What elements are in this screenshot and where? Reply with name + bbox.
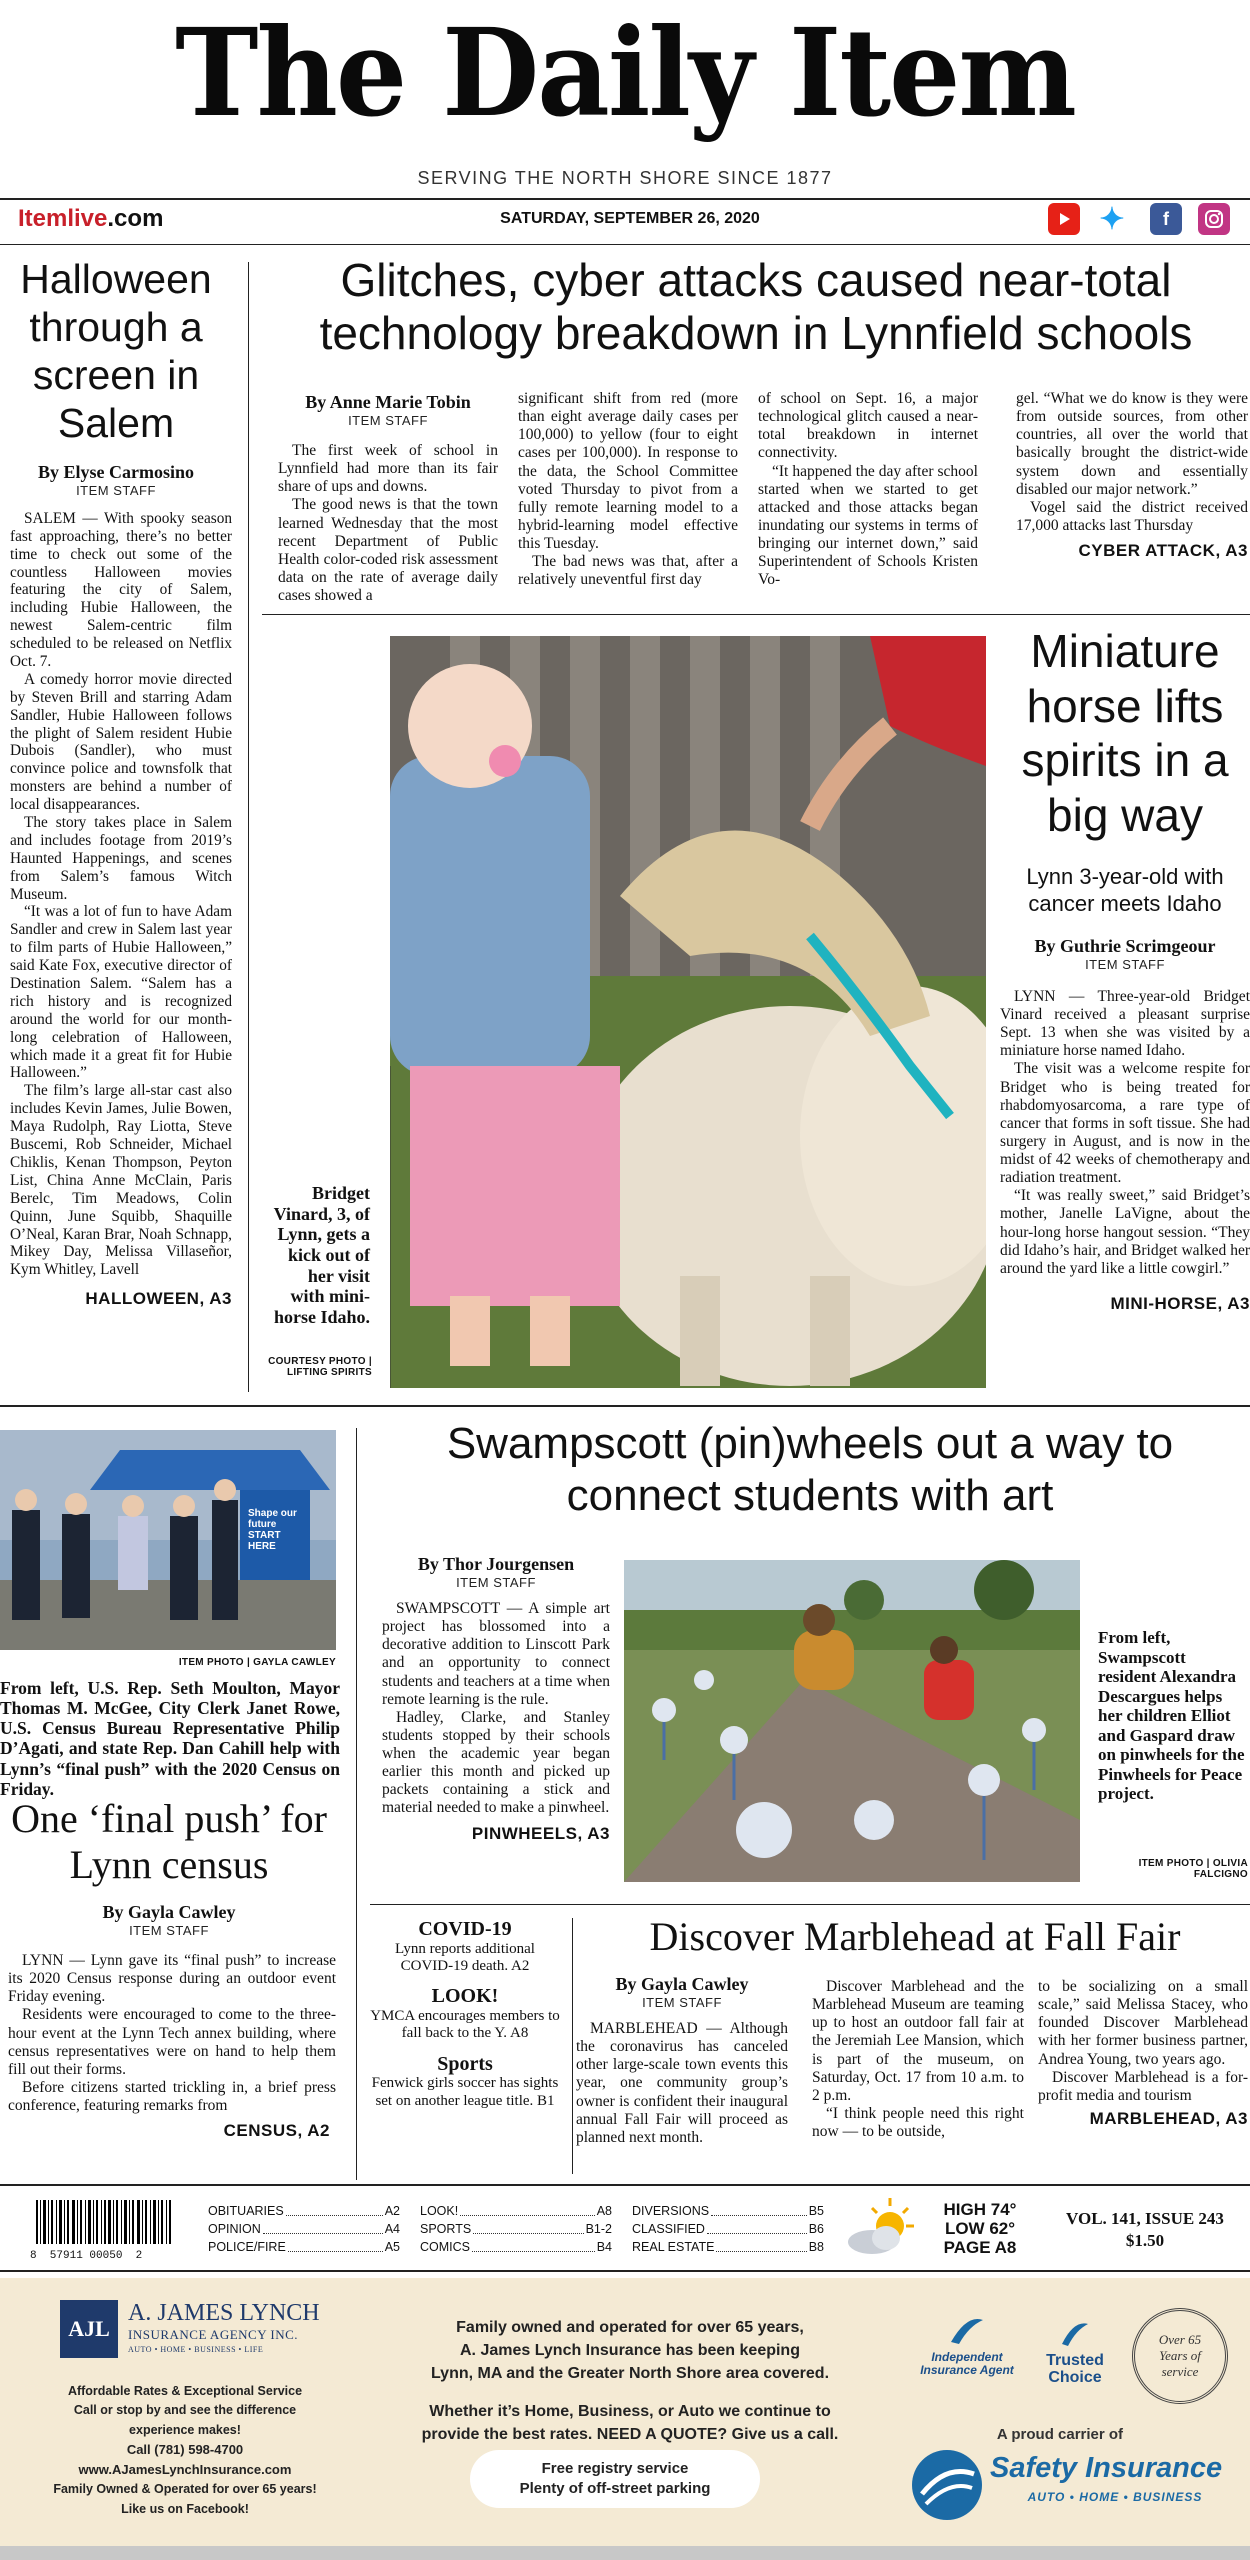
index-entry[interactable] — [420, 2220, 612, 2238]
price: $1.50 — [1125, 2231, 1165, 2251]
marblehead-jump[interactable]: MARBLEHEAD, A3 — [1089, 2108, 1248, 2128]
ad-website[interactable]: www.AJamesLynchInsurance.com — [78, 2462, 292, 2478]
site-link[interactable] — [18, 205, 163, 233]
index-rule-top — [0, 2184, 1250, 2186]
column-rule — [356, 1428, 357, 2180]
ad-left-text — [20, 2382, 350, 2519]
site-link-domain: .com — [107, 205, 164, 232]
marblehead-headline[interactable]: Discover Marblehead at Fall Fair — [649, 1914, 1181, 1959]
index-col-2 — [420, 2202, 612, 2256]
weather-icon — [842, 2194, 922, 2258]
pinwheels-body — [382, 1600, 610, 1818]
halloween-jump[interactable]: HALLOWEEN, A3 — [85, 1289, 232, 1309]
brief-text: Lynn reports additional COVID-19 death. A2 — [395, 1940, 535, 1975]
weather-low: LOW 62° — [944, 2219, 1016, 2239]
marblehead-body-2 — [812, 1978, 1024, 2141]
independent-agent-badge — [912, 2312, 1022, 2378]
horse-staff: ITEM STAFF — [1085, 956, 1165, 972]
index-entry[interactable] — [420, 2238, 612, 2256]
brief-text: YMCA encourages members to fall back to the Y. A8 — [370, 2008, 560, 2042]
pinwheels-photo[interactable] — [624, 1560, 1080, 1882]
index-section: DIVERSIONS — [632, 2204, 710, 2218]
paragraph: The story takes place in Salem and includes footage from 2019’s Haunted Happenings, and scenes from Salem’s famous Witch Museum. — [10, 814, 232, 903]
paragraph: The first week of school in Lynnfield had more than its fair share of ups and downs. — [278, 442, 498, 496]
index-col-3 — [632, 2202, 824, 2256]
paragraph: Discover Marblehead and the Marblehead Museum are teaming up to host an outdoor fall fair at the Jeremiah Lee Mansion, which is part of the museum, on Saturday, Oct. 17 from 10 a.m. to 2 p.m. — [812, 1978, 1024, 2104]
index-page: A8 — [596, 2204, 612, 2218]
index-section: LOOK! — [420, 2204, 459, 2218]
ad-facebook[interactable]: Like us on Facebook! — [121, 2501, 249, 2516]
badge-text: Trusted Choice — [1046, 2351, 1104, 2386]
lynnfield-body-1 — [278, 442, 498, 605]
pinwheels-jump[interactable]: PINWHEELS, A3 — [471, 1823, 610, 1843]
halloween-byline: By Elyse Carmosino — [37, 461, 194, 482]
column-rule — [248, 262, 249, 1392]
brief-text: Fenwick girls soccer has sights set on another league title. B1 — [371, 2075, 559, 2109]
index-entry[interactable] — [420, 2202, 612, 2220]
paragraph: “I think people need this right now — to be outside, — [812, 2104, 1024, 2140]
topbar-rule — [0, 244, 1250, 245]
weather-high: HIGH 74° — [943, 2200, 1017, 2219]
marblehead-col1 — [576, 1974, 788, 2147]
site-link-brand: Itemlive — [18, 205, 108, 232]
lynnfield-jump[interactable]: CYBER ATTACK, A3 — [1078, 541, 1248, 560]
lynnfield-body-2 — [518, 390, 738, 589]
halloween-body — [0, 510, 232, 1279]
section-rule — [0, 1405, 1250, 1407]
lynnfield-col1 — [278, 392, 498, 605]
ad-line: A. James Lynch Insurance has been keeping — [460, 2342, 800, 2360]
horse-photo-caption: Bridget Vinard, 3, of Lynn, gets a kick out of her visit with mini-horse Idaho. — [273, 1183, 370, 1328]
trusted-choice-badge — [1030, 2318, 1120, 2386]
ad-center-text — [360, 2316, 900, 2446]
paragraph: The good news is that the town learned Wednesday that the most recent Department of Public Health color-coded risk assessment data on the rate of average daily cases showed a — [278, 496, 498, 604]
lynnfield-story — [262, 254, 1250, 361]
briefs-box — [370, 1918, 560, 2110]
index-entry[interactable] — [208, 2238, 400, 2256]
ad-line: experience makes! — [129, 2422, 241, 2437]
safety-logo-icon — [912, 2450, 982, 2520]
badge-text: Independent Insurance Agent — [920, 2350, 1014, 2378]
pinwheels-photo-credit: ITEM PHOTO | OLIVIA FALCIGNO — [1138, 1858, 1248, 1880]
index-section: REAL ESTATE — [632, 2240, 715, 2255]
index-page: A4 — [384, 2222, 400, 2237]
pinwheels-headline-wrap — [370, 1418, 1250, 1522]
horse-byline: By Guthrie Scrimgeour — [1034, 935, 1216, 956]
paragraph: “It happened the day after school started when we started to get attacked and those attacks began inundating our systems in terms of bringing our internet down,” said Superintendent of Schools Kristen Vo- — [758, 462, 978, 589]
index-section: CLASSIFIED — [632, 2222, 705, 2237]
census-story — [0, 1796, 338, 2141]
paragraph: “It was really sweet,” said Bridget’s mother, Janelle LaVigne, about the hour-long horse hangout session. “They did Idaho’s hair, and Bridget walked her around the yard like a little cowgirl.” — [1000, 1187, 1250, 1277]
index-col-1 — [208, 2202, 400, 2256]
halloween-headline[interactable]: Halloween through a screen in Salem — [20, 256, 212, 446]
company-lines: AUTO • HOME • BUSINESS • LIFE — [128, 2345, 264, 2354]
halloween-story — [0, 256, 232, 1309]
issue-date: SATURDAY, SEPTEMBER 26, 2020 — [500, 210, 760, 227]
ad-line: Call or stop by and see the difference — [73, 2403, 297, 2418]
barcode-number: 8 57911 00050 2 — [30, 2250, 143, 2262]
census-byline: By Gayla Cawley — [102, 1902, 236, 1922]
paragraph: Hadley, Clarke, and Stanley students stopped by their schools when the academic year began earlier this month and picked up packets containing a stick and material needed to make a pinwheel. — [382, 1708, 610, 1817]
index-rule-bottom — [0, 2270, 1250, 2272]
census-jump[interactable]: CENSUS, A2 — [223, 2121, 330, 2141]
ad-line: Affordable Rates & Exceptional Service — [67, 2384, 303, 2398]
paragraph: LYNN — Lynn gave its “final push” to increase its 2020 Census response during an outdoor event Friday evening. — [8, 1952, 336, 2006]
census-photo[interactable] — [0, 1430, 336, 1650]
paragraph: LYNN — Three-year-old Bridget Vinard received a pleasant surprise Sept. 13 when she was visited by a miniature horse named Idaho. — [1000, 987, 1250, 1060]
youtube-icon[interactable] — [1048, 203, 1080, 235]
lynnfield-body-4 — [1016, 390, 1248, 535]
census-headline[interactable]: One ‘final push’ for Lynn census — [11, 1796, 327, 1887]
index-page: A5 — [384, 2240, 400, 2255]
horse-story — [1000, 624, 1250, 1314]
section-rule — [370, 1904, 1250, 1905]
ad-line: Lynn, MA and the Greater North Shore area covered. — [430, 2365, 830, 2383]
paragraph: of school on Sept. 16, a major technological glitch caused a near-total breakdown in internet connectivity. — [758, 390, 978, 462]
pinwheels-staff: ITEM STAFF — [456, 1575, 536, 1590]
horse-photo-credit: COURTESY PHOTO | LIFTING SPIRITS — [268, 1356, 372, 1378]
ad-line: Family owned and operated for over 65 years, — [456, 2319, 804, 2336]
census-sign: Shape our future START HERE — [248, 1508, 297, 1552]
index-entry[interactable] — [208, 2220, 400, 2238]
ad-phone[interactable]: Call (781) 598-4700 — [126, 2442, 244, 2458]
facebook-icon[interactable]: f — [1150, 203, 1182, 235]
column-rule — [572, 1918, 573, 2174]
ad-line: Free registry service — [541, 2460, 689, 2477]
volume-info — [1060, 2208, 1230, 2252]
paragraph: significant shift from red (more than eight average daily cases per 100,000) to yellow (four to eight cases per 100,000). In response to the data, the School Committee voted Thursday to pivot from a fully remote learning model to a hybrid-learning model effective this Tuesday. — [518, 390, 738, 552]
brief-title[interactable]: Sports — [437, 2052, 493, 2075]
safety-logo-text: Safety Insurance — [990, 2452, 1223, 2484]
masthead-rule — [0, 198, 1250, 200]
horse-body — [1000, 988, 1250, 1278]
paragraph: SALEM — With spooky season fast approaching, there’s no better time to check out some of the countless Halloween movies featuring the city of Salem, including Hubie Halloween, the newest Salem-centric film scheduled to be released on Netflix Oct. 7. — [10, 509, 232, 670]
brief-title[interactable]: COVID-19 — [418, 1918, 512, 1940]
index-section: OPINION — [208, 2222, 261, 2237]
65-years-badge: Over 65 Years of service — [1132, 2308, 1228, 2404]
section-rule — [262, 614, 1250, 615]
ad-pill — [470, 2450, 760, 2508]
barcode — [30, 2200, 178, 2262]
carrier-text: A proud carrier of — [996, 2426, 1124, 2443]
index-page: B5 — [808, 2204, 824, 2218]
paragraph: The bad news was that, after a relatively uneventful first day — [518, 553, 738, 589]
newspaper-title: The Daily Item — [175, 2, 1075, 145]
census-staff: ITEM STAFF — [129, 1923, 209, 1938]
weather-box[interactable] — [930, 2200, 1030, 2257]
brief-title[interactable]: LOOK! — [431, 1985, 499, 2008]
index-page: B4 — [596, 2240, 612, 2255]
index-entry[interactable] — [208, 2202, 400, 2220]
pinwheels-photo-caption: From left, Swampscott resident Alexandra Descargues helps her children Elliot and Gaspard draw on pinwheels for the Pinwheels for Peace project. — [1098, 1628, 1245, 1804]
company-sub: INSURANCE AGENCY INC. — [128, 2327, 298, 2342]
horse-subhead: Lynn 3-year-old with cancer meets Idaho — [1026, 863, 1224, 917]
ad-line: provide the best rates. NEED A QUOTE? Give us a call. — [421, 2425, 839, 2443]
ad-line: Whether it’s Home, Business, or Auto we continue to — [429, 2402, 831, 2420]
marblehead-body-1 — [576, 2020, 788, 2147]
ajl-name — [128, 2300, 338, 2354]
volume-issue: VOL. 141, ISSUE 243 — [1066, 2209, 1224, 2228]
pinwheels-story — [382, 1554, 610, 1844]
paragraph: Vogel said the district received 17,000 attacks last Thursday — [1016, 498, 1248, 534]
paragraph: SWAMPSCOTT — A simple art project has blossomed into a decorative addition to Linscott Park and an opportunity to connect students and teachers at a time when remote learning is the rule. — [382, 1600, 610, 1708]
marblehead-headline-wrap — [580, 1914, 1250, 1960]
lynnfield-headline[interactable]: Glitches, cyber attacks caused near-total technology breakdown in Lynnfield schools — [319, 254, 1193, 360]
horse-jump[interactable]: MINI-HORSE, A3 — [1110, 1293, 1250, 1313]
index-page: B1-2 — [585, 2222, 612, 2237]
masthead — [0, 0, 1250, 198]
index-page: A2 — [384, 2204, 400, 2218]
index-section: SPORTS — [420, 2222, 472, 2237]
lynnfield-col4 — [1016, 390, 1248, 561]
census-photo-credit: ITEM PHOTO | GAYLA CAWLEY — [178, 1657, 336, 1668]
paragraph: to be socializing on a small scale,” said Melissa Stacey, who founded Discover Marblehead with her former business partner, Andrea Young, two years ago. — [1038, 1978, 1248, 2068]
index-section: OBITUARIES — [208, 2204, 284, 2218]
instagram-icon[interactable] — [1198, 203, 1230, 235]
company-name: A. JAMES LYNCH — [128, 2300, 320, 2326]
halloween-staff: ITEM STAFF — [76, 482, 156, 498]
marblehead-staff: ITEM STAFF — [642, 1995, 722, 2010]
paragraph: MARBLEHEAD — Although the coronavirus has canceled other large-scale town events this year, one community group’s owner is confident their inaugural annual Fall Fair will proceed as planned next month. — [576, 2020, 788, 2146]
paragraph: Residents were encouraged to come to the three-hour event at the Lynn Tech annex building, where census representatives were on hand to help them fill out their forms. — [8, 2006, 336, 2078]
index-entry[interactable] — [632, 2220, 824, 2238]
weather-page: PAGE A8 — [943, 2238, 1017, 2258]
marblehead-col3 — [1038, 1978, 1248, 2129]
index-entry[interactable] — [632, 2202, 824, 2220]
pinwheels-headline[interactable]: Swampscott (pin)wheels out a way to connect students with art — [446, 1419, 1174, 1520]
paragraph: “It was a lot of fun to have Adam Sandler and crew in Salem last year to film parts of Hubie Halloween,” said Kate Fox, executive director of Destination Salem. “Salem has a rich history and is recognized around the world for our month-long celebration of Halloween, which made it a great fit for Hubie Halloween.” — [10, 903, 232, 1082]
horse-headline[interactable]: Miniature horse lifts spirits in a big way — [1021, 625, 1229, 842]
paragraph: A comedy horror movie directed by Steven Brill and starring Adam Sandler, Hubie Halloween follows the plight of Salem resident Hubie Dubois (Sandler), who must convince police and townsfolk that monsters are behind a number of local disappearances. — [10, 670, 232, 814]
census-photo-caption: From left, U.S. Rep. Seth Moulton, Mayor Thomas M. McGee, City Clerk Janet Rowe, U.S. Census Bureau Representative Philip D’Agati, and state Rep. Dan Cahill help with Lynn’s “final push” with the 2020 Census on Friday. — [0, 1678, 340, 1799]
ad-line: Family Owned & Operated for over 65 years! — [53, 2482, 317, 2497]
index-section: POLICE/FIRE — [208, 2240, 286, 2255]
insurance-ad[interactable] — [0, 2278, 1250, 2546]
paragraph: gel. “What we do know is they were from outside sources, from other countries, all over the world that basically brought the district-wide system down and essentially disabled our major network.” — [1016, 390, 1248, 498]
paragraph: Before citizens started trickling in, a brief press conference, featuring remarks from — [8, 2078, 336, 2114]
marblehead-body-3 — [1038, 1978, 1248, 2105]
ajl-logo: AJL — [60, 2300, 118, 2358]
paragraph: The visit was a welcome respite for Bridget who is being treated for rhabdomyosarcoma, a rare type of cancer that forms in soft tissue. She had surgery in August, and is now in the midst of 42 weeks of chemotherapy and radiation treatment. — [1000, 1060, 1250, 1187]
index-page: B6 — [808, 2222, 824, 2237]
ad-line: Plenty of off-street parking — [519, 2480, 711, 2498]
twitter-icon[interactable]: ✦ — [1096, 203, 1128, 235]
page-bottom-bar — [0, 2546, 1250, 2560]
pinwheels-byline: By Thor Jourgensen — [417, 1554, 575, 1574]
tagline: SERVING THE NORTH SHORE SINCE 1877 — [417, 168, 833, 188]
horse-photo[interactable] — [390, 636, 986, 1388]
lynnfield-body-3 — [758, 390, 978, 589]
index-entry[interactable] — [632, 2238, 824, 2256]
safety-logo-sub: AUTO • HOME • BUSINESS — [1027, 2490, 1203, 2504]
paragraph: The film’s large all-star cast also includes Kevin James, Julie Bowen, Maya Rudolph, Ray Liotta, Steve Buscemi, Rob Schneider, Michael Chiklis, Kenan Thompson, Peyton List, China Anne McClain, Paris Berelc, Tim Meadows, Colin Quinn, June Squibb, Shaquille O’Neal, Karan Brar, Noah Schnapp, Mikey Day, Melissa Villaseñor, Kym Whitley, Lavell — [10, 1082, 232, 1279]
paragraph: Discover Marblehead is a for-profit media and tourism — [1038, 2068, 1248, 2104]
census-body — [0, 1952, 338, 2115]
lynnfield-byline: By Anne Marie Tobin — [305, 392, 471, 412]
index-page: B8 — [808, 2240, 824, 2255]
index-section: COMICS — [420, 2240, 470, 2255]
marblehead-byline: By Gayla Cawley — [615, 1974, 749, 1994]
lynnfield-staff: ITEM STAFF — [348, 413, 428, 428]
